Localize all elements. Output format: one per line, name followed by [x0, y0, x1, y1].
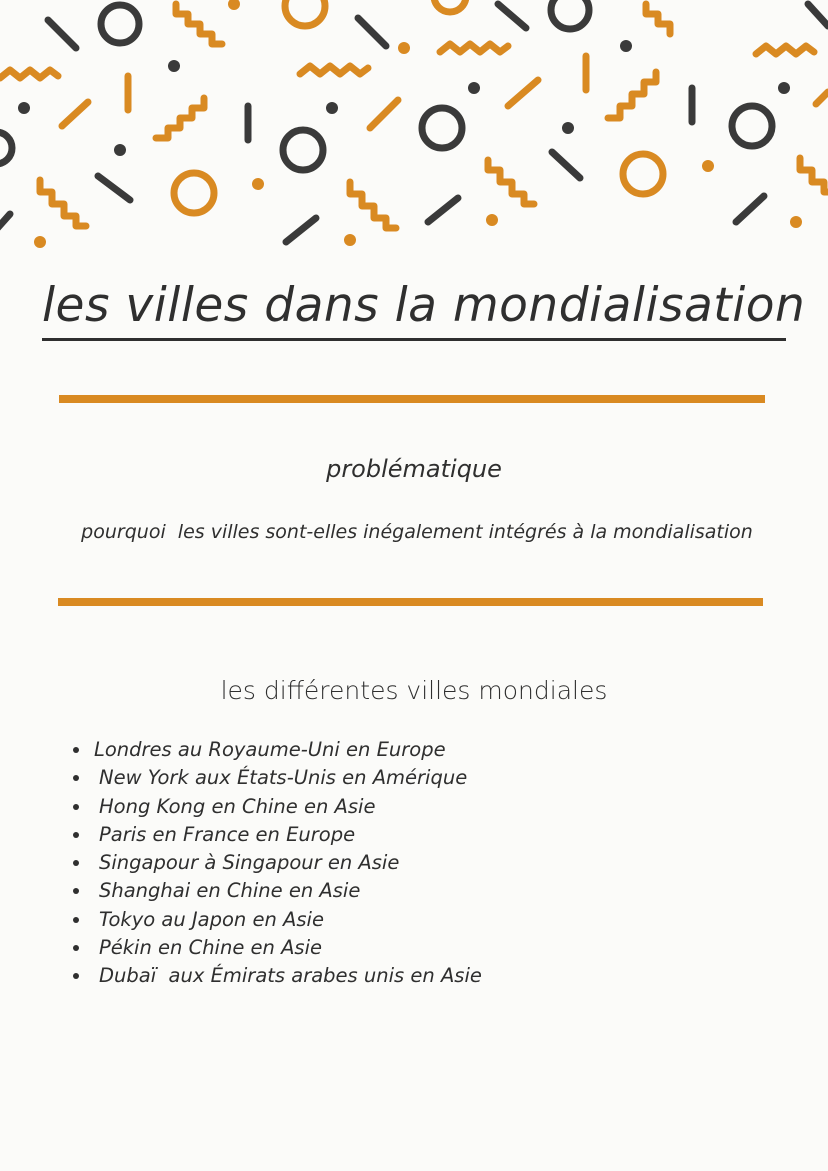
bullet-icon	[73, 945, 79, 951]
orange-dot-decoration	[228, 0, 240, 10]
orange-dot-decoration	[252, 178, 264, 190]
dark-dash-decoration	[808, 4, 828, 26]
orange-steps-decoration	[156, 98, 204, 138]
dark-ring-decoration	[551, 0, 589, 29]
bullet-icon	[73, 804, 79, 810]
orange-dot-decoration	[344, 234, 356, 246]
dark-dot-decoration	[468, 82, 480, 94]
dark-dash-decoration	[552, 152, 580, 178]
dark-ring-decoration	[732, 106, 772, 146]
list-item-text: Dubaï aux Émirats arabes unis en Asie	[99, 964, 482, 988]
bullet-icon	[73, 832, 79, 838]
list-item-text: Hong Kong en Chine en Asie	[99, 794, 376, 818]
dark-ring-decoration	[101, 5, 139, 43]
orange-dot-decoration	[398, 42, 410, 54]
dark-dash-decoration	[48, 20, 76, 48]
orange-zigzag-decoration	[0, 70, 58, 78]
dark-dash-decoration	[428, 198, 458, 222]
dark-dash-decoration	[358, 18, 386, 46]
orange-dot-decoration	[486, 214, 498, 226]
orange-ring-decoration	[623, 154, 663, 194]
bullet-icon	[73, 747, 79, 753]
orange-dash-decoration	[370, 100, 398, 128]
dark-ring-decoration	[283, 130, 323, 170]
orange-ring-decoration	[285, 0, 325, 26]
orange-divider-bottom	[58, 598, 763, 606]
bullet-icon	[73, 973, 79, 979]
orange-steps-decoration	[800, 158, 828, 192]
orange-dash-decoration	[62, 102, 88, 126]
dark-dot-decoration	[620, 40, 632, 52]
dark-dot-decoration	[114, 144, 126, 156]
dark-dash-decoration	[736, 196, 764, 222]
dark-dot-decoration	[326, 102, 338, 114]
orange-dot-decoration	[702, 160, 714, 172]
orange-zigzag-decoration	[756, 46, 814, 54]
dark-dot-decoration	[18, 102, 30, 114]
orange-steps-decoration	[40, 180, 86, 226]
dark-dash-decoration	[98, 176, 130, 200]
dark-ring-decoration	[0, 132, 12, 164]
dark-dash-decoration	[498, 4, 526, 28]
cities-heading: les différentes villes mondiales	[220, 676, 608, 705]
list-item-text: New York aux États-Unis en Amérique	[99, 766, 468, 790]
list-item-text: Londres au Royaume-Uni en Europe	[94, 738, 446, 761]
list-item-text: Singapour à Singapour en Asie	[99, 851, 400, 875]
dark-dot-decoration	[168, 60, 180, 72]
orange-steps-decoration	[350, 182, 396, 228]
orange-steps-decoration	[646, 4, 670, 34]
bullet-icon	[73, 775, 79, 781]
orange-divider-top	[59, 395, 765, 403]
orange-ring-decoration	[174, 173, 214, 213]
dark-dot-decoration	[562, 122, 574, 134]
orange-zigzag-decoration	[300, 66, 368, 74]
orange-zigzag-decoration	[440, 44, 508, 52]
orange-dot-decoration	[34, 236, 46, 248]
memphis-confetti-pattern	[0, 0, 828, 260]
problem-heading: problématique	[326, 455, 502, 483]
orange-dash-decoration	[816, 92, 828, 104]
orange-steps-decoration	[176, 4, 222, 44]
orange-dash-decoration	[508, 80, 538, 106]
orange-steps-decoration	[488, 160, 534, 204]
page-title: les villes dans la mondialisation	[42, 278, 806, 333]
title-underline	[42, 338, 786, 341]
orange-dot-decoration	[790, 216, 802, 228]
list-item-text: Paris en France en Europe	[99, 822, 356, 846]
bullet-icon	[73, 917, 79, 923]
dark-dash-decoration	[0, 214, 10, 232]
orange-ring-decoration	[434, 0, 466, 12]
list-item-text: Shanghai en Chine en Asie	[99, 879, 361, 903]
orange-steps-decoration	[608, 72, 656, 118]
dark-dash-decoration	[286, 218, 316, 242]
problem-text: pourquoi les villes sont-elles inégalement intégrés à la mondialisation	[81, 521, 753, 543]
dark-ring-decoration	[422, 108, 462, 148]
bullet-icon	[73, 860, 79, 866]
bullet-icon	[73, 888, 79, 894]
list-item-text: Tokyo au Japon en Asie	[99, 907, 324, 931]
list-item-text: Pékin en Chine en Asie	[99, 936, 322, 960]
dark-dot-decoration	[778, 82, 790, 94]
